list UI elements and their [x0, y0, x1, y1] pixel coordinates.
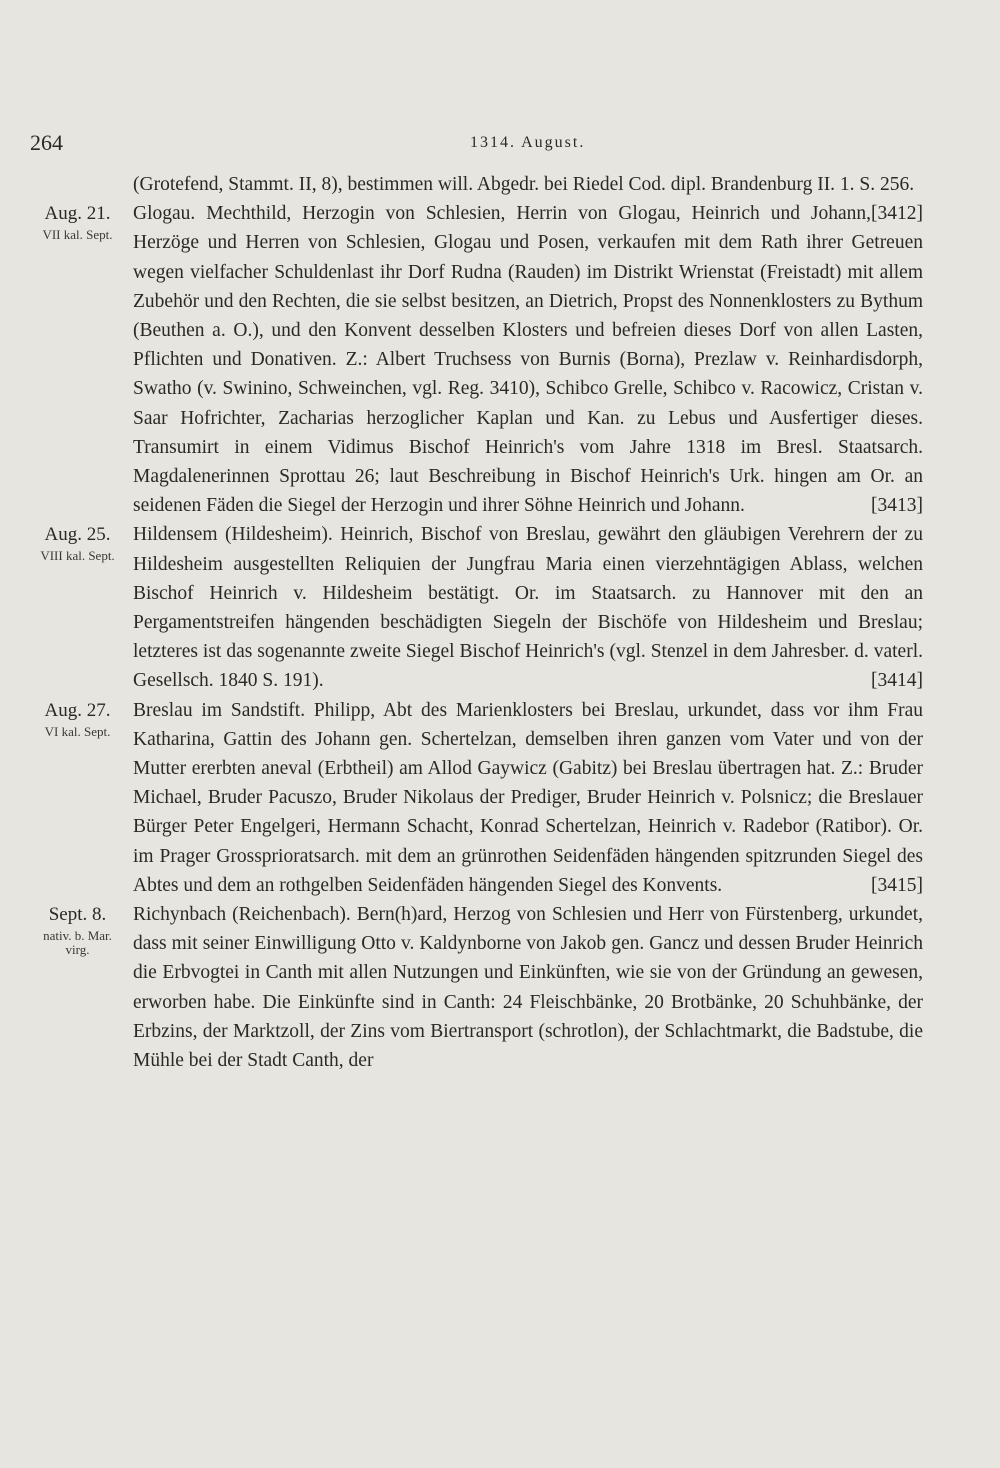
entry-body: (Grotefend, Stammt. II, 8), bestimmen will. Abgedr. bei Riedel Cod. dipl. Brandenburg II. 1. S. 256. — [133, 174, 915, 195]
regest-entries — [0, 170, 1000, 1075]
entry-date-roman: VIII kal. Sept. — [40, 548, 115, 564]
entry-reference-number: [3414] — [871, 670, 923, 692]
entry-text — [133, 696, 923, 900]
entry-text — [133, 900, 923, 1075]
running-title: 1314. August. — [470, 134, 586, 151]
entry-date — [30, 696, 125, 739]
page-number: 264 — [30, 130, 63, 155]
entry-date-main: Aug. 21. — [44, 203, 111, 225]
entry-body: Hildensem (Hildesheim). Heinrich, Bischof von Breslau, gewährt den gläubigen Verehrern der zu Hildesheim ausgestellten Reliquien der Jungfrau Maria einen vierzehntägigen Ablass, welchen Bischof Heinrich v. Hildesheim bestätigt. Or. im Staatsarch. zu Hannover mit den an Pergamentstreifen hängenden beschädigten Siegeln der Bischöfe von Hildesheim und Breslau; letzteres ist das sogenannte zweite Siegel Bischof Heinrich's (vgl. Stenzel in dem Jahresber. d. vaterl. Gesellsch. 1840 S. 191). — [133, 524, 923, 692]
page-header — [30, 130, 930, 160]
entry-text — [133, 170, 923, 225]
entry-reference-number: [3412] — [871, 203, 923, 225]
entry-date-main: Sept. 8. — [48, 904, 107, 926]
entry-text — [133, 520, 923, 695]
entry-date-roman: nativ. b. Mar. virg. — [43, 928, 112, 958]
entry-text — [133, 199, 923, 520]
entry-date-roman: VII kal. Sept. — [42, 227, 113, 243]
entry-date-roman: VI kal. Sept. — [44, 723, 111, 739]
regest-entry-3414 — [0, 520, 1000, 695]
entry-body: Richynbach (Reichenbach). Bern(h)ard, Herzog von Schlesien und Herr von Fürstenberg, urkundet, dass mit seiner Einwilligung Otto v. Kaldynborne von Jakob gen. Gancz und dessen Bruder Heinrich die Erbvogtei in Canth mit allen Nutzungen und Einkünften, wie sie von der Gründung an gewesen, erworben habe. Die Einkünfte sind in Canth: 24 Fleischbänke, 20 Brotbänke, 20 Schuhbänke, der Erbzins, der Marktzoll, der Zins vom Biertransport (schrotlon), der Schlachtmarkt, die Badstube, die Mühle bei der Stadt Canth, der — [133, 904, 923, 1072]
regest-entry-3413 — [0, 199, 1000, 520]
entry-body: Glogau. Mechthild, Herzogin von Schlesien, Herrin von Glogau, Heinrich und Johann, Herzöge und Herren von Schlesien, Glogau und Posen, verkaufen mit dem Rath ihrer Getreuen wegen vielfacher Schuldenlast ihr Dorf Rudna (Rauden) im Distrikt Wrienstat (Freistadt) mit allem Zubehör und den Rechten, die sie selbst besitzen, an Dietrich, Propst des Nonnenklosters zu Bythum (Beuthen a. O.), und den Konvent desselben Klosters und befreien dieses Dorf von allen Lasten, Pflichten und Donativen. Z.: Albert Truchsess von Burnis (Borna), Prezlaw v. Reinhardisdorph, Swatho (v. Swinino, Schweinchen, vgl. Reg. 3410), Schibco Grelle, Schibco v. Racowicz, Cristan v. Saar Hofrichter, Zacharias herzoglicher Kaplan und Kan. zu Lebus und Ausfertiger dieses. Transumirt in einem Vidimus Bischof Heinrich's vom Jahre 1318 im Bresl. Staatsarch. Magdalenerinnen Sprottau 26; laut Beschreibung in Bischof Heinrich's Urk. hingen am Or. an seidenen Fäden die Siegel der Herzogin und ihrer Söhne Heinrich und Johann. — [133, 203, 923, 517]
entry-date — [30, 900, 125, 957]
entry-reference-number: [3415] — [871, 874, 923, 896]
entry-date-main: Aug. 27. — [44, 699, 111, 721]
regest-entry-3415 — [0, 696, 1000, 900]
entry-reference-number: [3413] — [871, 495, 923, 517]
entry-date-main: Aug. 25. — [44, 524, 111, 546]
entry-date — [30, 520, 125, 563]
entry-body: Breslau im Sandstift. Philipp, Abt des Marienklosters bei Breslau, urkundet, dass vor ihm Frau Katharina, Gattin des Johann gen. Schertelzan, demselben ihren ganzen vom Vater und von der Mutter ererbten aneval (Erbtheil) am Allod Gaywicz (Gabitz) bei Breslau übertragen hat. Z.: Bruder Michael, Bruder Pacuszo, Bruder Nikolaus der Prediger, Bruder Heinrich v. Polsnicz; die Breslauer Bürger Peter Engelgeri, Hermann Schacht, Konrad Schertelzan, Heinrich v. Radebor (Ratibor). Or. im Prager Grossprioratsarch. mit dem an grünrothen Seidenfäden hängenden spitzrunden Siegel des Abtes und dem an rothgelben Seidenfäden hängenden Siegel des Konvents. — [133, 699, 923, 896]
regest-entry-3416 — [0, 900, 1000, 1075]
entry-date — [30, 199, 125, 242]
